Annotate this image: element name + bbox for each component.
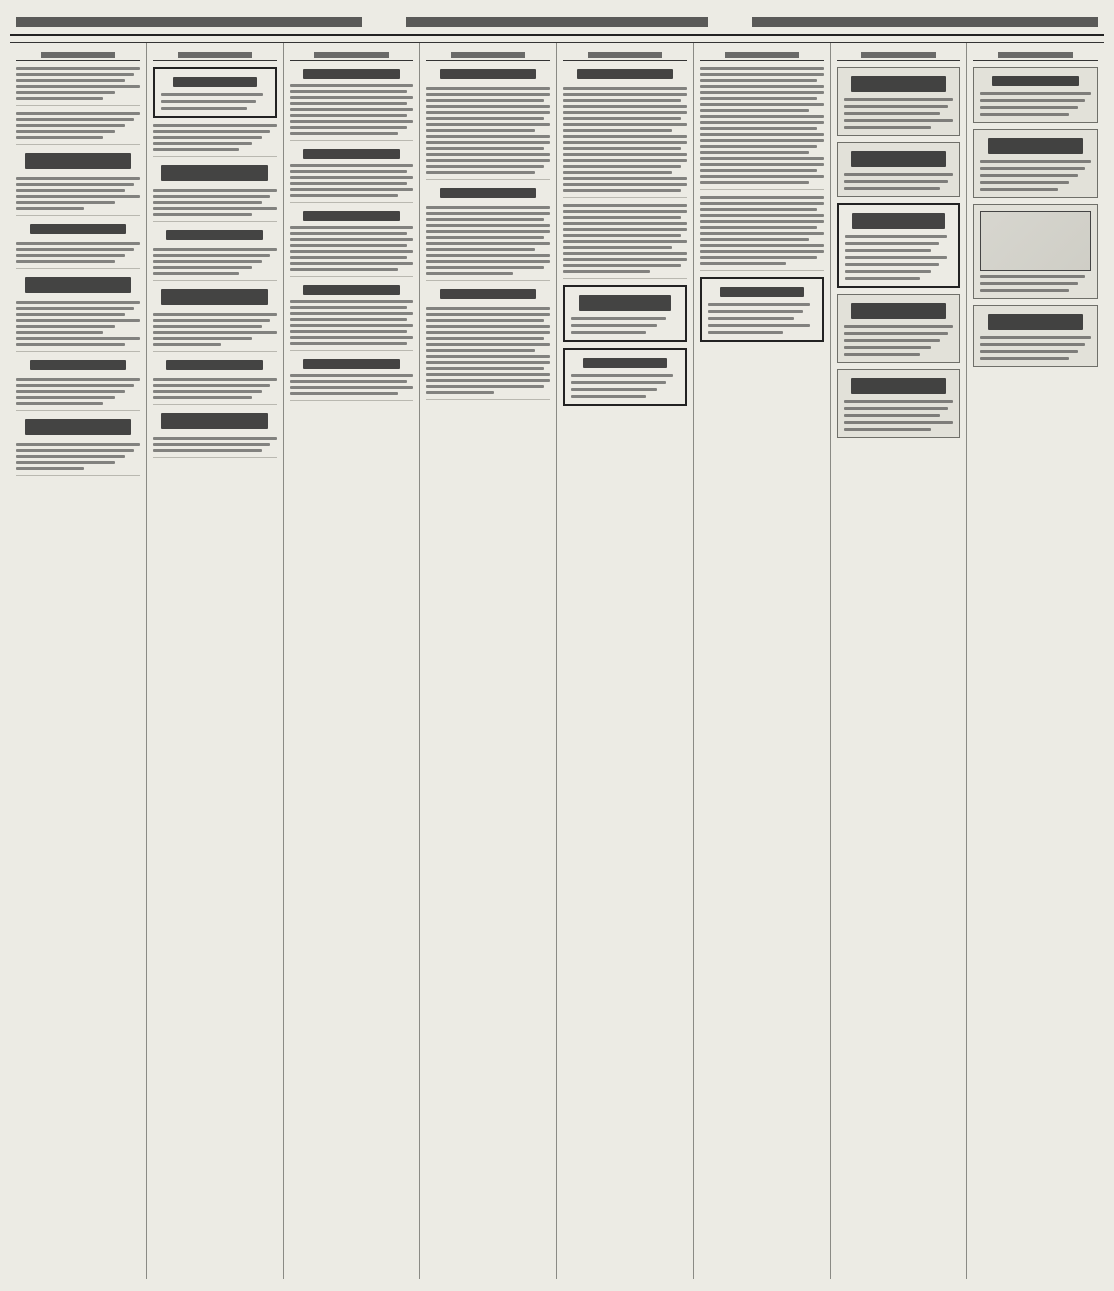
listing-block — [16, 112, 140, 145]
heading — [25, 419, 131, 435]
advertisement — [973, 204, 1098, 299]
listing-block — [153, 378, 277, 405]
heading — [166, 230, 263, 240]
masthead — [10, 10, 1104, 36]
column-header — [563, 49, 687, 61]
column-header — [973, 49, 1098, 61]
column-1 — [10, 43, 147, 1279]
column-4 — [420, 43, 557, 1279]
article-block — [426, 206, 550, 281]
column-6 — [694, 43, 831, 1279]
column-header — [16, 49, 140, 61]
column-5 — [557, 43, 694, 1279]
timetable-block — [290, 283, 414, 351]
advertisement — [973, 129, 1098, 198]
heading — [440, 188, 537, 198]
heading — [166, 360, 263, 370]
timetable-block — [290, 67, 414, 141]
columns — [10, 42, 1104, 1279]
advertisement — [837, 294, 961, 363]
advertisement — [837, 142, 961, 197]
listing-block — [153, 124, 277, 157]
column-header — [426, 49, 550, 61]
heading — [25, 153, 131, 169]
article-block — [426, 307, 550, 400]
heading — [30, 360, 127, 370]
listing-block — [153, 313, 277, 352]
article-block — [700, 196, 824, 271]
masthead-rule-left — [16, 17, 362, 27]
listing-block — [16, 177, 140, 216]
advertisement — [973, 67, 1098, 123]
timetable-block — [290, 147, 414, 203]
timetable-block — [290, 357, 414, 401]
advertisement — [837, 203, 961, 288]
article-block — [563, 204, 687, 279]
listing-block — [16, 443, 140, 476]
advertisement-illustration — [980, 211, 1091, 271]
article-block — [700, 67, 824, 190]
heading — [161, 165, 267, 181]
masthead-rule-right — [752, 17, 1098, 27]
advertisement — [837, 67, 961, 136]
heading — [440, 289, 537, 299]
column-8 — [967, 43, 1104, 1279]
column-header — [700, 49, 824, 61]
heading — [161, 289, 267, 305]
advertisement — [153, 67, 277, 118]
advertisement — [563, 348, 687, 406]
listing-block — [16, 242, 140, 269]
heading — [577, 69, 674, 79]
listing-block — [16, 301, 140, 352]
column-header — [153, 49, 277, 61]
article-block — [426, 87, 550, 180]
heading — [440, 69, 537, 79]
heading — [30, 224, 127, 234]
timetable-block — [290, 209, 414, 277]
listing-block — [153, 437, 277, 458]
column-3 — [284, 43, 421, 1279]
advertisement — [700, 277, 824, 342]
listing-block — [153, 189, 277, 222]
masthead-rule-center — [406, 17, 709, 27]
column-header — [837, 49, 961, 61]
article-block — [563, 87, 687, 198]
advertisement — [973, 305, 1098, 367]
column-7 — [831, 43, 968, 1279]
listing-block — [16, 378, 140, 411]
advertisement — [563, 285, 687, 342]
heading — [161, 413, 267, 429]
column-header — [290, 49, 414, 61]
heading — [25, 277, 131, 293]
listing-block — [16, 67, 140, 106]
advertisement — [837, 369, 961, 438]
listing-block — [153, 248, 277, 281]
column-2 — [147, 43, 284, 1279]
